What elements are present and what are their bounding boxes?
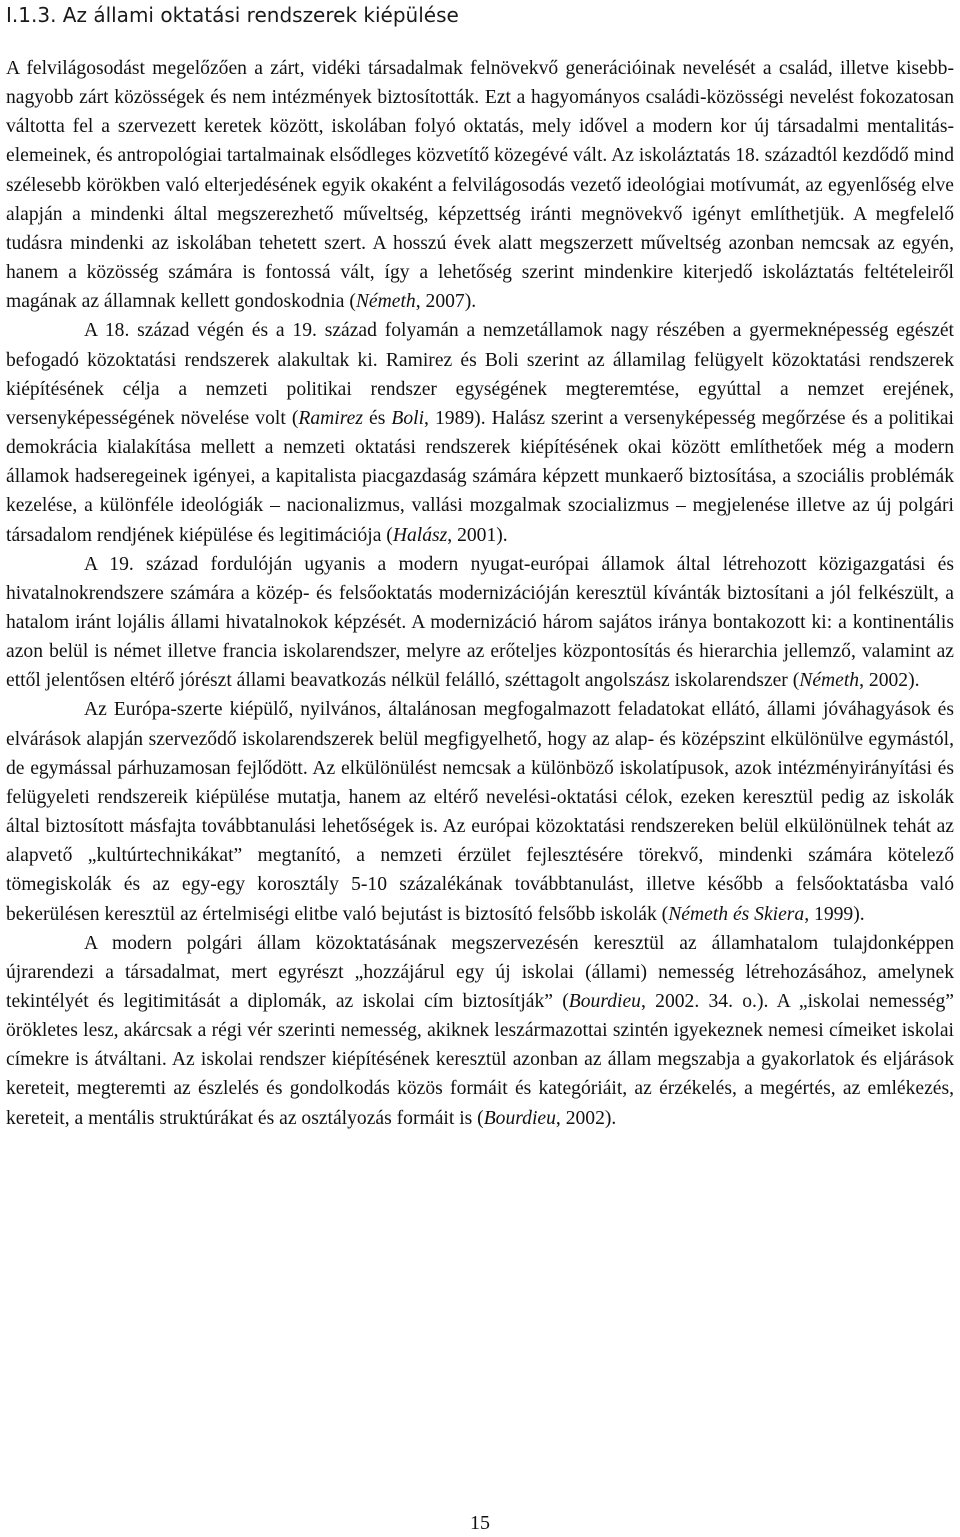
paragraph-text: , 2007). [415, 291, 477, 313]
citation-author: Németh és Skiera [668, 903, 805, 925]
paragraph [6, 695, 954, 928]
citation-author: Németh [355, 291, 416, 313]
citation-author: Bourdieu [568, 991, 641, 1012]
paragraph [6, 316, 954, 549]
citation-author: Németh [799, 670, 860, 692]
paragraph-text: , 2002). [859, 670, 920, 692]
paragraph-text: A felvilágosodást megelőzően a zárt, vidéki társadalmak felnövekvő generációinak nevelését a család, illetve kisebb-nagyobb zárt közösségek és nem intézmények biztosították. Ezt a hagyományos családi-közösségi nevelést fokozatosan váltotta fel a szervezett keretek között, iskolában folyó oktatás, mely idővel a modern kor új társadalmi mentalitás-elemeinek, és antropológiai tartalmainak elsődleges közvetítő közegévé vált. Az iskoláztatás 18. századtól kezdődő mind szélesebb körökben való elterjedésének egyik okaként a felvilágosodás vezető ideológiai motívumát, az egyenlőség elve alapján a mindenki által megszerezhető műveltség, képzettség iránti megnövekvő igényt említhetjük. A megfelelő tudásra mindenki az iskolában tehetett szert. A hosszú évek alatt megszerzett műveltség azonban nemcsak az egyén, hanem a közösség számára is fontossá vált, így a lehetőség szerint mindenkire kiterjedő iskoláztatás feltételeiről magának az államnak kellett gondoskodnia ( [6, 58, 954, 313]
paragraph [6, 550, 954, 696]
paragraph-text: , 2001). [447, 524, 508, 546]
paragraph-text: , 2002). [555, 1107, 617, 1129]
citation-author: Boli [391, 407, 425, 429]
paragraph-text: A modern polgári állam közoktatásának megszervezésén keresztül az államhatalom tulajdonképpen újrarendezi a társadalmat, mert egyrészt „hozzájárul egy új iskolai (állami) nemesség létrehozásához, amelynek tekintélyét és legitimitását a diplomák, az iskolai cím biztosítják” ( [6, 932, 954, 1012]
section-title: I.1.3. Az állami oktatási rendszerek kiépülése [6, 3, 459, 27]
paragraph-text: A 19. század fordulóján ugyanis a modern nyugat-európai államok által létrehozott közigazgatási és hivatalnokrendszere számára a közép- és felsőoktatás modernizációján keresztül kívánták biztosítani a jól felkészült, a hatalom iránt lojális állami hivatalnokok képzését. A modernizáció három sajátos iránya bontakozott ki: a kontinentális azon belül is német illetve francia iskolarendszer, melyre az erőteljes központosítás és hierarchia jellemző, valamint az ettől jelentősen eltérő jórészt állami beavatkozás nélkül felálló, széttagolt angolszász iskolarendszer ( [6, 553, 954, 692]
page-number: 15 [470, 1512, 490, 1534]
body-text [6, 54, 954, 1133]
citation-author: Halász [392, 524, 448, 546]
paragraph-text: A 18. század végén és a 19. század folyamán a nemzetállamok nagy részében a gyermeknépesség egészét befogadó közoktatási rendszerek alakultak ki. Ramirez és Boli szerint az államilag felügyelt közoktatási rendszerek kiépítésének célja a nemzeti politikai rendszer egységének megteremtése, egyúttal a nemzet erejének, versenyképességének növelése volt ( [6, 320, 954, 429]
paragraph-text: , 1989). Halász szerint a versenyképesség megőrzése és a politikai demokrácia kialakítása mellett a nemzeti oktatási rendszerek kiépítésének okai között említhetőek még a modern államok hadseregeinek igényei, a kapitalista piacgazdaság számára képzett munkaerő biztosítása, a szociális problémák kezelése, a különféle ideológiák – nacionalizmus, vallási mozgalmak szocializmus – megjelenése illetve az új polgári társadalom rendjének kiépülése és legitimációja ( [6, 407, 955, 546]
paragraph-text: , 1999). [804, 903, 865, 925]
paragraph-text: és [362, 407, 392, 429]
paragraph [6, 54, 954, 316]
paragraph [6, 929, 954, 1133]
paragraph-text: Az Európa-szerte kiépülő, nyilvános, általánosan megfogalmazott feladatokat ellátó, állami jóváhagyások és elvárások alapján szerveződő iskolarendszerek belül megfigyelhető, hogy az alap- és középszint elkülönülve egymástól, de egymással párhuzamosan fejlődött. Az elkülönülést nemcsak a különböző iskolatípusok, azok intézményirányítási és felügyeleti rendszereik kiépülése mutatja, hanem az eltérő nevelési-oktatási célok, ezeken keresztül pedig az iskolák által biztosított másfajta továbbtanulási lehetőségek is. Az európai közoktatási rendszereken belül elkülönülnek tehát az alapvető „kultúrtechnikákat” megtanító, a nemzeti érzület fejlesztésére törekvő, mindenki számára kötelező tömegiskolák és az egy-egy korosztály 5-10 százalékának továbbtanulást, illetve később a felsőoktatásba való bekerülésen keresztül az értelmiségi elitbe való bejutást is biztosító felsőbb iskolák ( [6, 699, 954, 925]
citation-author: Bourdieu [483, 1107, 556, 1129]
citation-author: Ramirez [298, 407, 363, 429]
paragraph-text: , 2002. 34. o.). A „iskolai nemesség” örökletes lesz, akárcsak a régi vér szerinti nemesség, akiknek leszármazottai szintén igyekeznek nemesi címeiket iskolai címekre is átváltani. Az iskolai rendszer kiépítésének keresztül azonban az állam megszabja a gyakorlatok és eljárások kereteit, megteremti az észlelés és gondolkodás közös formáit és kategóriáit, az érzékelés, a megértés, az emlékezés, kereteit, a mentális struktúrákat és az osztályozás formáit is ( [6, 991, 954, 1129]
